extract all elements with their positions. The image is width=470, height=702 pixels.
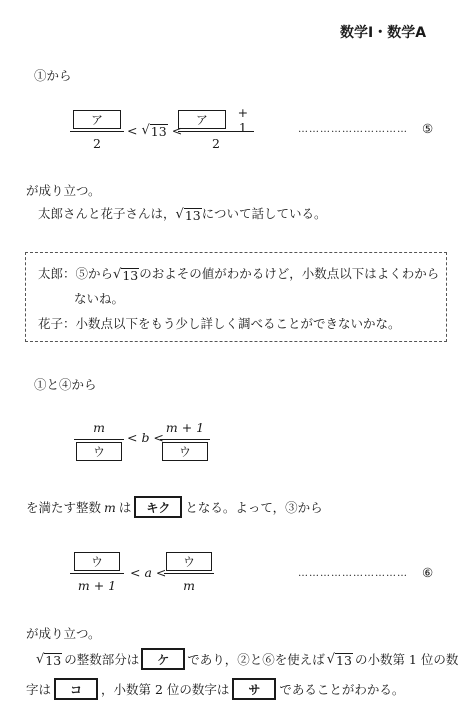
eq-b-left-numerator: m — [93, 420, 105, 435]
eq5-intro: ①から — [34, 68, 72, 83]
plus-one: + 1 — [237, 104, 249, 135]
conversation-intro: 太郎さんと花子さんは， √ 13 について話している。 — [38, 206, 327, 223]
answer-box-a[interactable]: ア — [73, 110, 121, 129]
answer-box-ko[interactable]: コ — [54, 678, 98, 700]
eq-b-middle: < b < — [127, 430, 164, 445]
speaker-taro: 太郎： — [38, 266, 76, 281]
final-line2: 字は コ ，小数第 2 位の数字は サ であることがわかる。 — [26, 678, 404, 700]
eq6-right-denominator: m — [183, 578, 195, 593]
lt-symbol: < — [127, 123, 138, 138]
answer-box-u-4[interactable]: ウ — [166, 552, 212, 571]
after-eq5-text: が成り立つ。 — [26, 183, 101, 198]
eq5-left-fraction — [70, 110, 124, 153]
answer-box-u-2[interactable]: ウ — [162, 442, 208, 461]
eq-b-intro: ①と④から — [34, 377, 97, 392]
m-sentence: を満たす整数 m は キク となる。よって，③から — [26, 496, 323, 518]
eq5-label: ⑤ — [422, 121, 434, 136]
sqrt-13: √ 13 — [113, 267, 139, 283]
page-header: 数学Ⅰ・数学A — [340, 25, 427, 41]
eq5-middle — [127, 123, 182, 138]
eq-b-left-fraction — [74, 418, 124, 461]
answer-box-ke[interactable]: ケ — [141, 648, 185, 670]
sqrt-13: √ 13 — [175, 207, 201, 223]
lt-symbol: < — [171, 123, 183, 138]
eq5-right-fraction — [178, 104, 254, 153]
answer-box-sa[interactable]: サ — [232, 678, 276, 700]
sqrt-13: √ 13 — [326, 651, 352, 668]
eq6-right-fraction — [164, 552, 214, 595]
answer-box-kiku[interactable]: キク — [134, 496, 182, 518]
eq6-left-fraction — [70, 552, 124, 595]
dialog-taro-line2: ないね。 — [74, 291, 125, 306]
answer-box-u-3[interactable]: ウ — [74, 552, 120, 571]
speaker-hanako: 花子： — [38, 316, 76, 331]
dialog-taro-line1: 太郎： ⑤から √ 13 のおよその値がわかるけど，小数点以下はよくわから — [38, 266, 440, 283]
eq-b-right-fraction — [160, 418, 210, 461]
eq6-label: ⑥ — [422, 565, 434, 580]
eq5-leader-dots: ………………………… — [298, 124, 408, 135]
after-eq6-text: が成り立つ。 — [26, 626, 101, 641]
answer-box-u[interactable]: ウ — [76, 442, 122, 461]
sqrt-13: √ 13 — [141, 123, 167, 139]
eq6-leader-dots: ………………………… — [298, 568, 408, 579]
eq5-left-denominator: 2 — [93, 136, 101, 151]
eq6-middle: < a < — [130, 565, 167, 580]
final-line1: √ 13 の整数部分は ケ であり，②と⑥を使えば √ 13 の小数第 1 位の数 — [36, 648, 458, 670]
sqrt-13: √ 13 — [36, 651, 62, 668]
answer-box-a-2[interactable]: ア — [178, 110, 226, 129]
eq6-left-denominator: m + 1 — [77, 578, 117, 593]
dialog-hanako-line: 花子： 小数点以下をもう少し詳しく調べることができないかな。 — [38, 316, 401, 331]
eq5-right-denominator: 2 — [212, 136, 220, 151]
eq-b-right-numerator: m + 1 — [165, 420, 205, 435]
